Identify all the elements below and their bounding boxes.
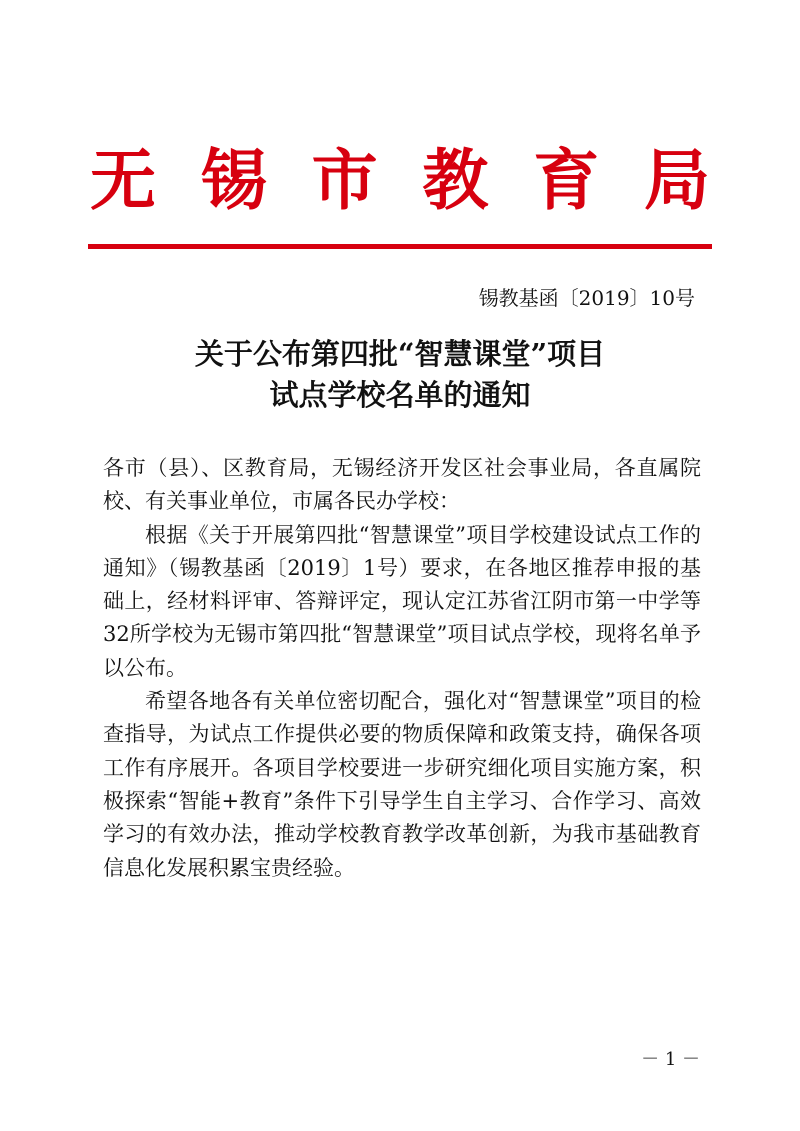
- document-body: [103, 452, 701, 885]
- masthead-char: 育: [533, 141, 600, 219]
- page-number: － 1 －: [641, 1049, 700, 1070]
- red-separator-line: [88, 244, 712, 249]
- body-paragraph: 希望各地各有关单位密切配合，强化对“智慧课堂”项目的检查指导，为试点工作提供必要的物质保障和政策支持，确保各项工作有序展开。各项目学校要进一步研究细化项目实施方案，积极探索“智能+教育”条件下引导学生自主学习、合作学习、高效学习的有效办法，推动学校教育教学改革创新，为我市基础教育信息化发展积累宝贵经验。: [103, 689, 701, 880]
- issuer-masthead: [90, 140, 710, 220]
- masthead-char: 局: [643, 141, 710, 219]
- masthead-char: 市: [311, 141, 378, 219]
- body-paragraph: 根据《关于开展第四批“智慧课堂”项目学校建设试点工作的通知》（锡教基函〔2019〕1号）要求，在各地区推荐申报的基础上，经材料评审、答辩评定，现认定江苏省江阴市第一中学等32所学校为无锡市第四批“智慧课堂”项目试点学校，现将名单予以公布。: [103, 522, 701, 680]
- masthead-char: 无: [90, 141, 156, 219]
- title-line: 试点学校名单的通知: [269, 378, 531, 412]
- salutation: 各市（县）、区教育局，无锡经济开发区社会事业局，各直属院校、有关事业单位，市属各民办学校：: [103, 456, 701, 514]
- document-number: 锡教基函〔2019〕10号: [478, 286, 695, 310]
- title-line: 关于公布第四批“智慧课堂”项目: [194, 337, 606, 371]
- masthead-char: 锡: [200, 141, 267, 219]
- masthead-char: 教: [422, 141, 489, 219]
- document-title: [90, 334, 710, 416]
